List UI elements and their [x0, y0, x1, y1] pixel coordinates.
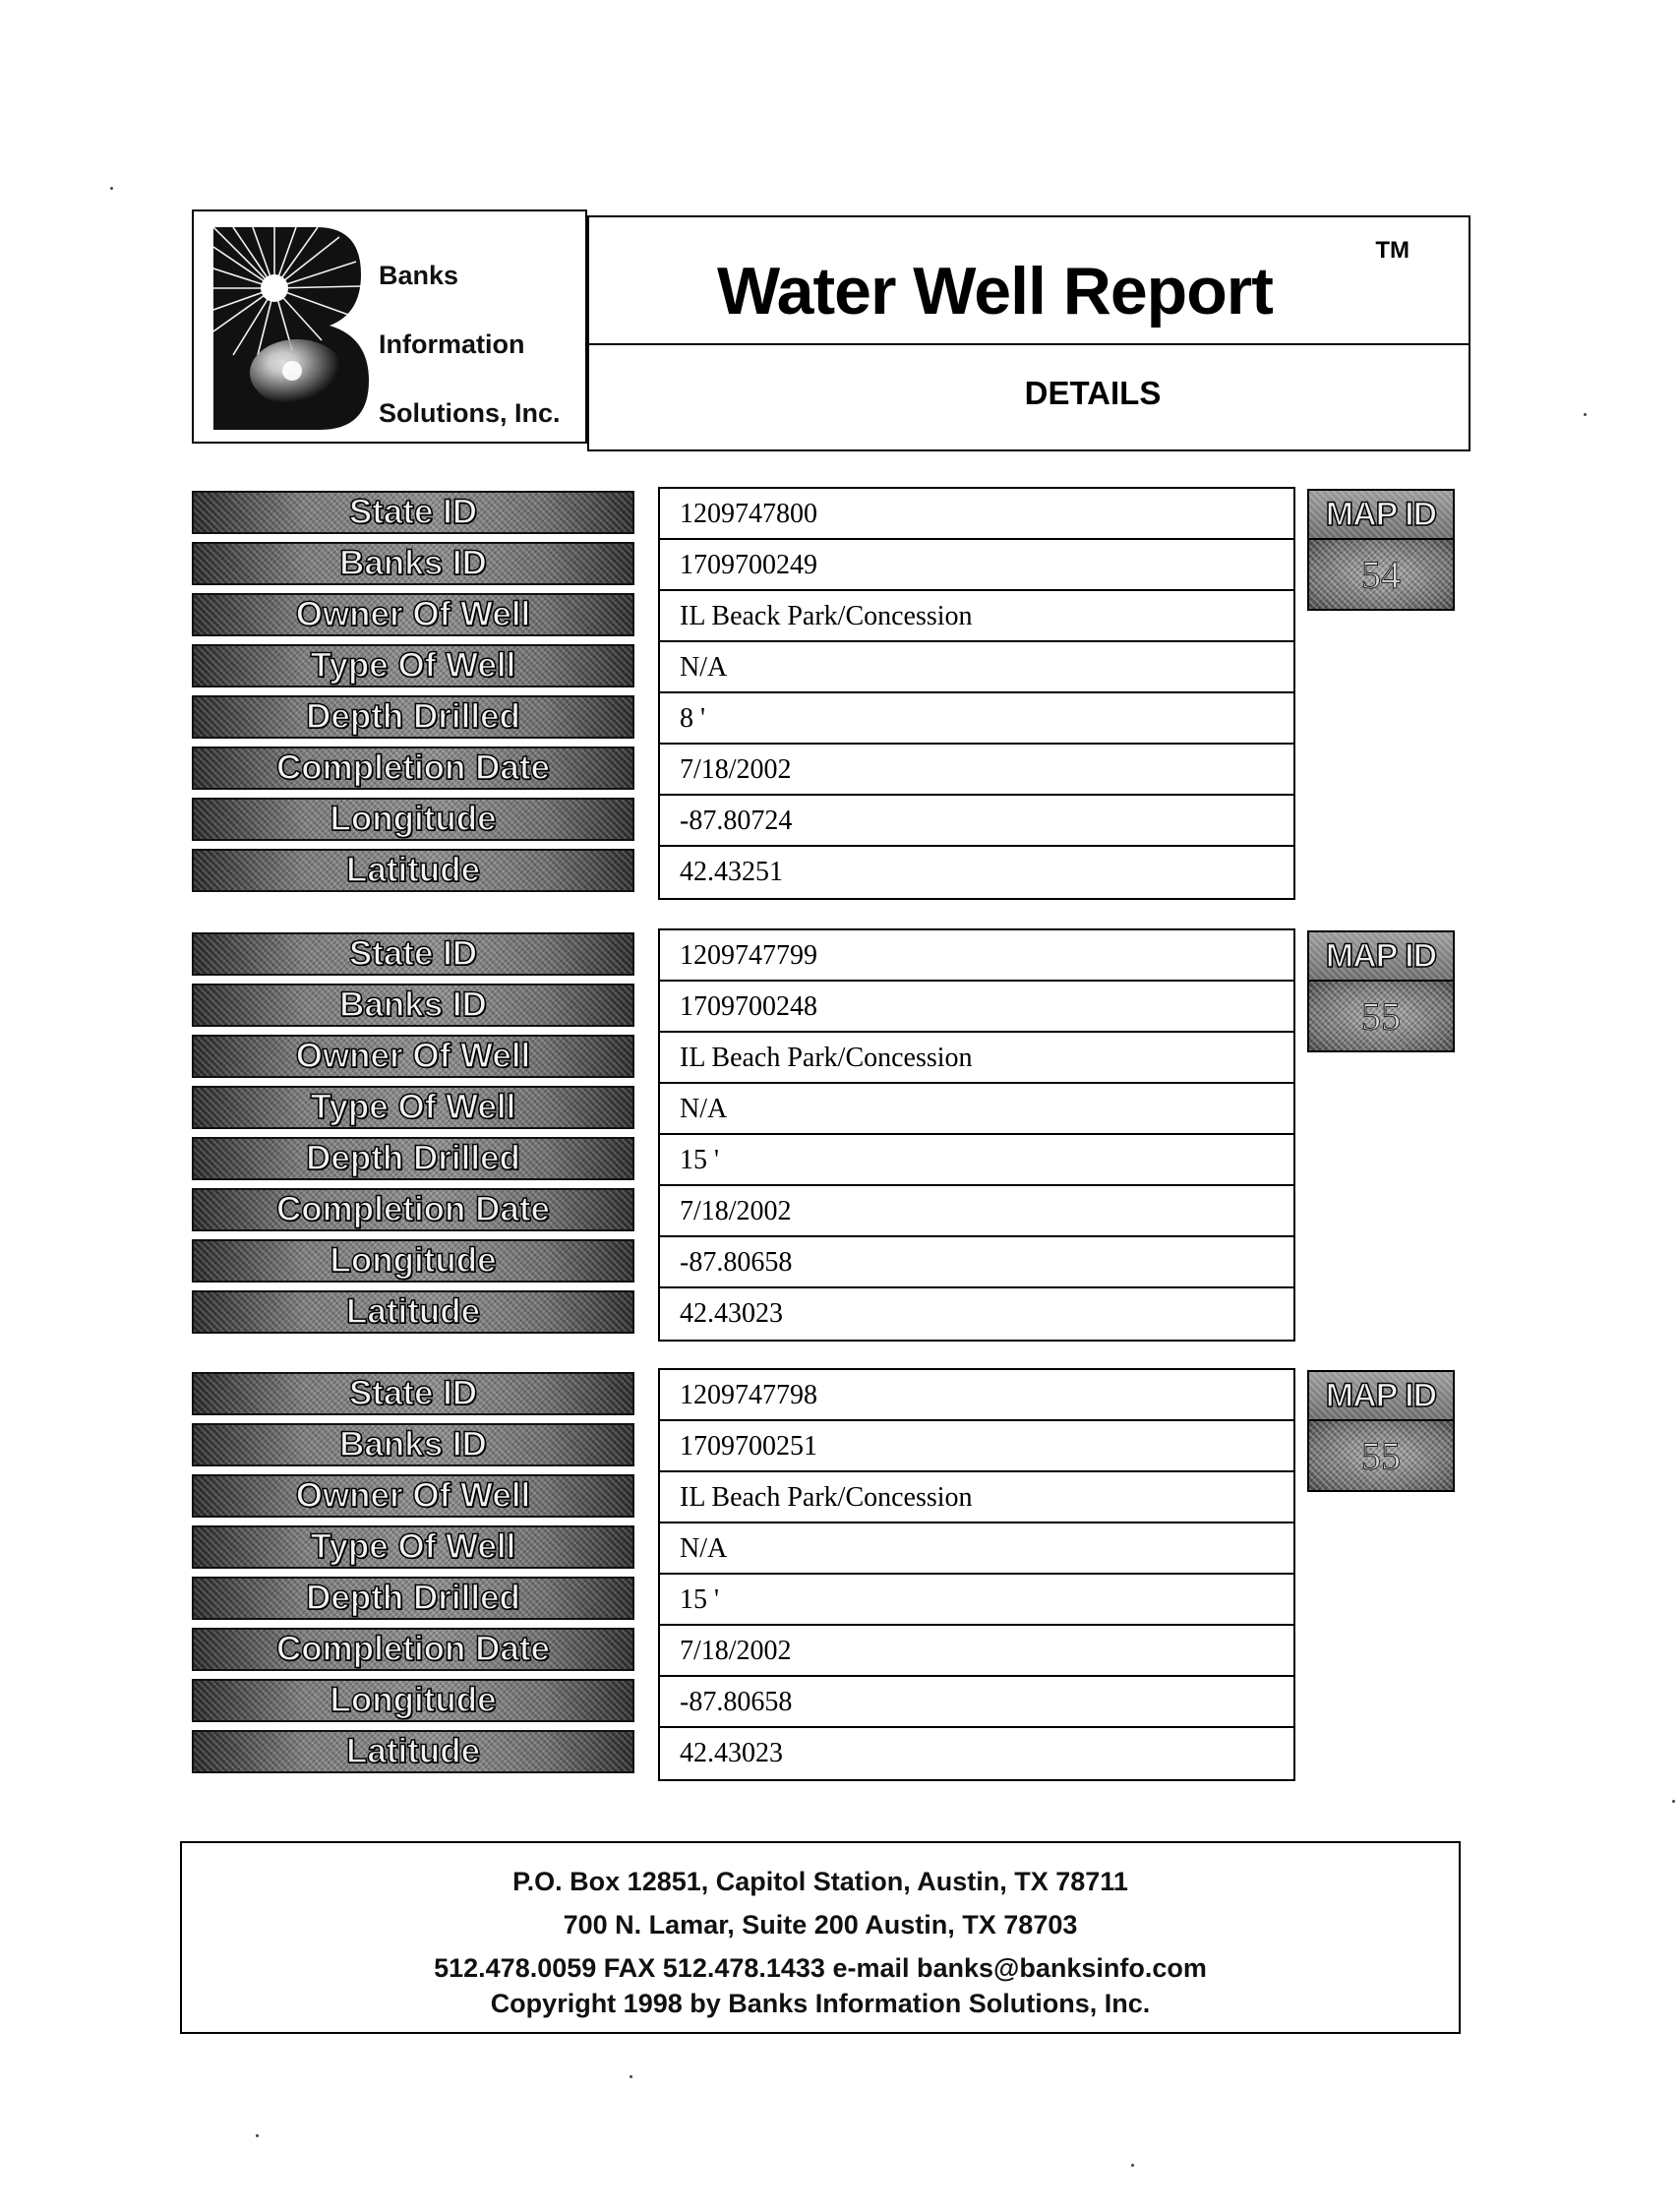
banks-id-value: 1709700251 [680, 1431, 817, 1462]
value-row [660, 1626, 1293, 1677]
label-longitude [192, 1239, 634, 1283]
owner-value: IL Beack Park/Concession [680, 601, 973, 631]
latitude-value: 42.43251 [680, 857, 783, 887]
latitude-value: 42.43023 [680, 1298, 783, 1329]
value-row [660, 489, 1293, 540]
label-type-of-well [192, 1525, 634, 1569]
scan-speck [1672, 1800, 1675, 1803]
type-value: N/A [680, 1533, 728, 1564]
company-name-line-3: Solutions, Inc. [379, 398, 561, 428]
footer-address-po-box: P.O. Box 12851, Capitol Station, Austin, TX 78711 [512, 1867, 1128, 1896]
value-row [660, 1421, 1293, 1472]
value-row [660, 693, 1293, 745]
banks-id-value: 1709700249 [680, 550, 817, 580]
label-text: Completion Date [275, 1630, 551, 1668]
label-banks-id [192, 542, 634, 585]
label-completion-date [192, 1628, 634, 1671]
value-row [660, 1523, 1293, 1575]
scan-speck [256, 2134, 259, 2137]
completion-date-value: 7/18/2002 [680, 1636, 792, 1666]
owner-value: IL Beach Park/Concession [680, 1482, 973, 1513]
label-longitude [192, 798, 634, 841]
scan-speck [1131, 2164, 1134, 2167]
map-id-header [1307, 1370, 1455, 1421]
value-row [660, 540, 1293, 591]
well-record-2 [192, 928, 1470, 1342]
company-name [379, 241, 561, 448]
value-row [660, 1575, 1293, 1626]
label-text: Latitude [345, 1292, 481, 1331]
value-row [660, 1288, 1293, 1340]
label-text: Banks ID [339, 1425, 487, 1463]
map-id-number [1307, 540, 1455, 611]
map-id-value: 55 [1361, 1433, 1401, 1478]
value-row [660, 796, 1293, 847]
field-values [658, 1368, 1295, 1781]
label-depth-drilled [192, 1137, 634, 1180]
map-id-badge [1307, 930, 1455, 1052]
label-state-id [192, 491, 634, 534]
company-name-line-2: Information [379, 329, 525, 359]
label-text: Type Of Well [310, 646, 516, 685]
map-id-number [1307, 1421, 1455, 1492]
owner-value: IL Beach Park/Concession [680, 1043, 973, 1073]
value-row [660, 1084, 1293, 1135]
label-state-id [192, 932, 634, 976]
label-latitude [192, 849, 634, 892]
type-value: N/A [680, 652, 728, 683]
type-value: N/A [680, 1094, 728, 1124]
value-row [660, 591, 1293, 642]
title-box [587, 215, 1470, 451]
label-text: Latitude [345, 851, 481, 889]
map-id-label: MAP ID [1325, 936, 1437, 975]
label-banks-id [192, 1423, 634, 1466]
label-text: Type Of Well [310, 1088, 516, 1126]
label-text: Banks ID [339, 985, 487, 1024]
label-text: Owner Of Well [295, 1476, 531, 1515]
value-row [660, 1472, 1293, 1523]
label-completion-date [192, 746, 634, 790]
scan-speck [110, 187, 113, 190]
label-owner-of-well [192, 593, 634, 636]
footer-phone-email: 512.478.0059 FAX 512.478.1433 e-mail banks@banksinfo.com [434, 1953, 1207, 1983]
label-text: Longitude [330, 1241, 497, 1280]
label-banks-id [192, 984, 634, 1027]
value-row [660, 1728, 1293, 1779]
well-record-3 [192, 1368, 1470, 1781]
label-owner-of-well [192, 1474, 634, 1518]
label-longitude [192, 1679, 634, 1722]
value-row [660, 1186, 1293, 1237]
value-row [660, 745, 1293, 796]
label-text: Type Of Well [310, 1527, 516, 1566]
value-row [660, 1677, 1293, 1728]
label-text: State ID [348, 1374, 478, 1412]
scan-speck [630, 2075, 632, 2078]
value-row [660, 1033, 1293, 1084]
map-id-number [1307, 982, 1455, 1052]
label-text: Longitude [330, 800, 497, 838]
map-id-value: 55 [1361, 993, 1401, 1039]
label-text: State ID [348, 934, 478, 973]
report-title: Water Well Report [717, 254, 1273, 328]
label-depth-drilled [192, 695, 634, 739]
state-id-value: 1209747799 [680, 940, 817, 971]
depth-value: 8 ' [680, 703, 706, 734]
label-text: Owner Of Well [295, 595, 531, 633]
well-record-1 [192, 487, 1470, 900]
value-row [660, 1370, 1293, 1421]
label-latitude [192, 1290, 634, 1334]
footer-address-street: 700 N. Lamar, Suite 200 Austin, TX 78703 [563, 1910, 1078, 1940]
label-owner-of-well [192, 1035, 634, 1078]
value-row [660, 1237, 1293, 1288]
report-subtitle: DETAILS [1024, 375, 1162, 411]
completion-date-value: 7/18/2002 [680, 1196, 792, 1226]
label-text: Depth Drilled [306, 1139, 520, 1177]
label-depth-drilled [192, 1577, 634, 1620]
label-type-of-well [192, 644, 634, 687]
report-header [192, 209, 1470, 451]
state-id-value: 1209747798 [680, 1380, 817, 1410]
company-name-line-1: Banks [379, 261, 459, 290]
label-text: Owner Of Well [295, 1037, 531, 1075]
title-section [589, 217, 1469, 345]
value-row [660, 930, 1293, 982]
label-text: State ID [348, 493, 478, 531]
banks-logo-icon [213, 227, 369, 430]
field-values [658, 928, 1295, 1342]
label-text: Depth Drilled [306, 697, 520, 736]
longitude-value: -87.80724 [680, 806, 793, 836]
value-row [660, 1135, 1293, 1186]
label-text: Depth Drilled [306, 1579, 520, 1617]
latitude-value: 42.43023 [680, 1738, 783, 1768]
state-id-value: 1209747800 [680, 499, 817, 529]
label-text: Longitude [330, 1681, 497, 1719]
label-text: Completion Date [275, 748, 551, 787]
map-id-badge [1307, 1370, 1455, 1492]
field-values [658, 487, 1295, 900]
subtitle-section [589, 345, 1469, 449]
map-id-header [1307, 930, 1455, 982]
longitude-value: -87.80658 [680, 1687, 793, 1717]
value-row [660, 847, 1293, 898]
label-type-of-well [192, 1086, 634, 1129]
value-row [660, 642, 1293, 693]
longitude-value: -87.80658 [680, 1247, 793, 1278]
map-id-label: MAP ID [1325, 495, 1437, 533]
depth-value: 15 ' [680, 1145, 720, 1175]
company-logo-box [192, 209, 587, 444]
label-completion-date [192, 1188, 634, 1231]
scan-speck [1584, 413, 1587, 416]
footer-copyright: Copyright 1998 by Banks Information Solutions, Inc. [490, 1989, 1151, 2018]
banks-id-value: 1709700248 [680, 991, 817, 1022]
contact-footer [180, 1841, 1461, 2034]
map-id-value: 54 [1361, 552, 1401, 597]
label-text: Banks ID [339, 544, 487, 582]
map-id-header [1307, 489, 1455, 540]
label-text: Latitude [345, 1732, 481, 1770]
label-latitude [192, 1730, 634, 1773]
map-id-badge [1307, 489, 1455, 611]
value-row [660, 982, 1293, 1033]
depth-value: 15 ' [680, 1584, 720, 1615]
label-state-id [192, 1372, 634, 1415]
completion-date-value: 7/18/2002 [680, 754, 792, 785]
trademark-mark: TM [1375, 237, 1410, 264]
map-id-label: MAP ID [1325, 1376, 1437, 1414]
label-text: Completion Date [275, 1190, 551, 1228]
